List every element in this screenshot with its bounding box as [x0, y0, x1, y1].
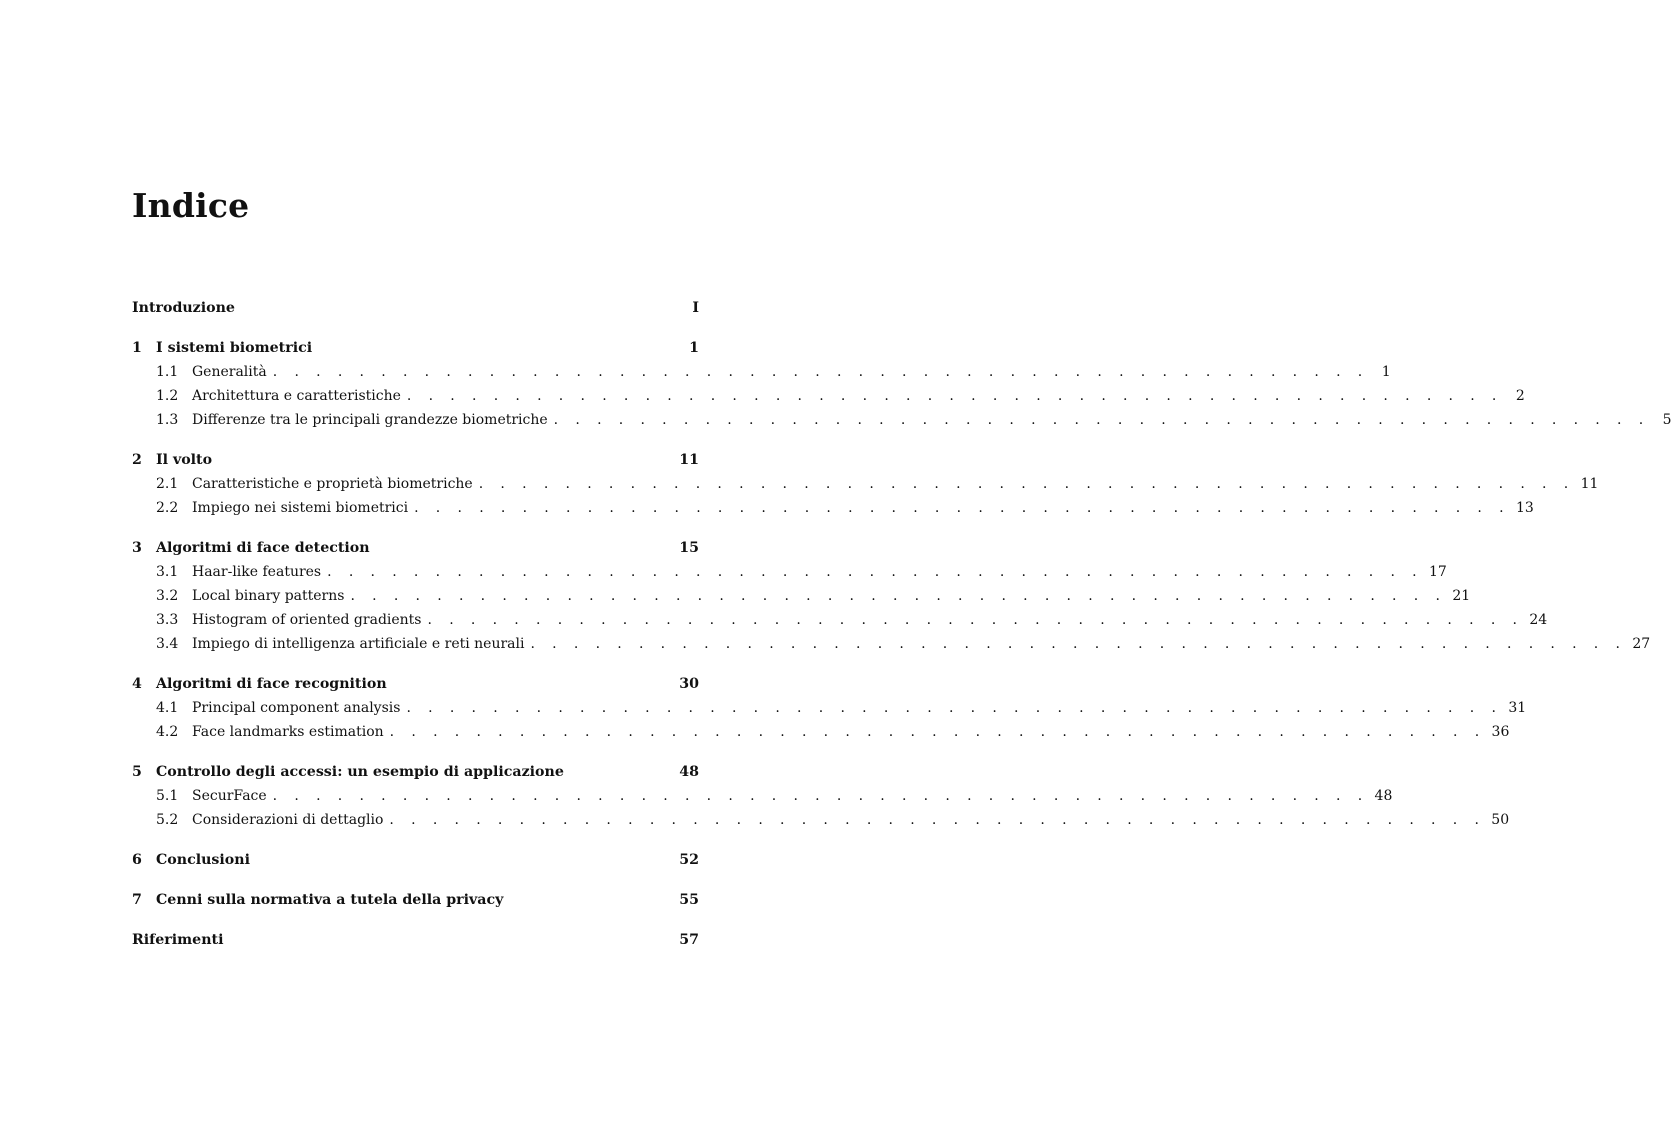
toc-section-4-2[interactable] [132, 720, 1510, 744]
toc-dot-leader: . . . . . . . . . . . . . . . . . . . . . . . . . . . . . . . . . . . . . . . . . . . . . . . . . . . [406, 388, 1503, 404]
toc-chapter-4[interactable] [132, 672, 699, 696]
toc-chapter-page: 30 [679, 676, 699, 692]
toc-section-title: Impiego nei sistemi biometrici [192, 500, 409, 516]
toc-chapter-page: 52 [679, 852, 699, 868]
toc-chapter-title: Controllo degli accessi: un esempio di applicazione [156, 764, 564, 780]
toc-section-3-4[interactable] [132, 632, 1651, 656]
toc-chapter-title: Cenni sulla normativa a tutela della privacy [156, 892, 504, 908]
toc-section-3-2[interactable] [132, 584, 1471, 608]
toc-section-number: 1.2 [156, 388, 179, 404]
toc-section-title: SecurFace [192, 788, 267, 804]
toc-section-page: 11 [1580, 476, 1599, 492]
toc-dot-leader: . . . . . . . . . . . . . . . . . . . . . . . . . . . . . . . . . . . . . . . . . . . . . . . . . . . [272, 364, 1369, 380]
toc-section-page: 5 [1662, 412, 1672, 428]
toc-section-page: 48 [1374, 788, 1393, 804]
toc-chapter-title: Algoritmi di face detection [156, 540, 370, 556]
toc-chapter-number: 7 [132, 892, 142, 908]
toc-dot-leader: . . . . . . . . . . . . . . . . . . . . . . . . . . . . . . . . . . . . . . . . . . . . . . . . . . . [478, 476, 1575, 492]
toc-chapter-page: 55 [679, 892, 699, 908]
toc-entry-page: I [692, 300, 699, 316]
toc-chapter-6[interactable] [132, 848, 699, 872]
toc-section-1-1[interactable] [132, 360, 1391, 384]
toc-section-number: 2.1 [156, 476, 179, 492]
toc-section-page: 2 [1515, 388, 1525, 404]
toc-section-title: Local binary patterns [192, 588, 345, 604]
toc-entry-title: Introduzione [132, 300, 235, 316]
toc-section-page: 17 [1429, 564, 1447, 580]
toc-chapter-3[interactable] [132, 536, 699, 560]
toc-section-number: 2.2 [156, 500, 179, 516]
toc-section-number: 1.3 [156, 412, 179, 428]
toc-chapter-title: Algoritmi di face recognition [156, 676, 387, 692]
toc-section-number: 3.4 [156, 636, 179, 652]
toc-dot-leader: . . . . . . . . . . . . . . . . . . . . . . . . . . . . . . . . . . . . . . . . . . . . . . . . . . . [427, 612, 1524, 628]
toc-section-number: 3.3 [156, 612, 179, 628]
toc-section-3-1[interactable] [132, 560, 1447, 584]
toc-entry-title: Riferimenti [132, 932, 224, 948]
toc-chapter-2[interactable] [132, 448, 699, 472]
toc-chapter-title: Il volto [156, 452, 213, 468]
toc-section-title: Face landmarks estimation [192, 724, 384, 740]
toc-section-number: 1.1 [156, 364, 179, 380]
toc-section-title: Histogram of oriented gradients [192, 612, 422, 628]
toc-dot-leader: . . . . . . . . . . . . . . . . . . . . . . . . . . . . . . . . . . . . . . . . . . . . . . . . . . . [350, 588, 1447, 604]
toc-section-page: 31 [1508, 700, 1527, 716]
toc-entry-page: 57 [679, 932, 699, 948]
toc-entry-introduction[interactable] [132, 296, 699, 320]
toc-section-5-2[interactable] [132, 808, 1510, 832]
toc-dot-leader: . . . . . . . . . . . . . . . . . . . . . . . . . . . . . . . . . . . . . . . . . . . . . . . . . . . [272, 788, 1369, 804]
toc-chapter-7[interactable] [132, 888, 699, 912]
toc-entry-references[interactable] [132, 928, 699, 952]
toc-section-5-1[interactable] [132, 784, 1393, 808]
toc-chapter-number: 6 [132, 852, 142, 868]
toc-chapter-page: 11 [679, 452, 699, 468]
toc-section-title: Differenze tra le principali grandezze biometriche [192, 412, 548, 428]
toc-section-page: 24 [1529, 612, 1548, 628]
toc-chapter-page: 15 [679, 540, 699, 556]
toc-dot-leader: . . . . . . . . . . . . . . . . . . . . . . . . . . . . . . . . . . . . . . . . . . . . . . . . . . . [414, 500, 1510, 516]
toc-section-number: 5.1 [156, 788, 179, 804]
toc-chapter-title: I sistemi biometrici [156, 340, 313, 356]
toc-section-page: 1 [1381, 364, 1391, 380]
toc-chapter-1[interactable] [132, 336, 699, 360]
table-of-contents [132, 296, 1672, 952]
toc-section-title: Haar-like features [192, 564, 322, 580]
toc-section-title: Generalità [192, 364, 267, 380]
toc-section-title: Caratteristiche e proprietà biometriche [192, 476, 473, 492]
toc-chapter-number: 5 [132, 764, 142, 780]
toc-chapter-page: 1 [689, 340, 699, 356]
toc-section-number: 4.1 [156, 700, 179, 716]
toc-chapter-page: 48 [679, 764, 699, 780]
toc-dot-leader: . . . . . . . . . . . . . . . . . . . . . . . . . . . . . . . . . . . . . . . . . . . . . . . . . . . [406, 700, 1503, 716]
toc-dot-leader: . . . . . . . . . . . . . . . . . . . . . . . . . . . . . . . . . . . . . . . . . . . . . . . . . . . [327, 564, 1423, 580]
page-title: Indice [132, 186, 250, 225]
toc-section-2-1[interactable] [132, 472, 1599, 496]
toc-dot-leader: . . . . . . . . . . . . . . . . . . . . . . . . . . . . . . . . . . . . . . . . . . . . . . . . . . . [553, 412, 1650, 428]
toc-section-page: 27 [1632, 636, 1651, 652]
toc-section-title: Principal component analysis [192, 700, 401, 716]
toc-section-page: 36 [1491, 724, 1510, 740]
toc-section-1-3[interactable] [132, 408, 1672, 432]
toc-chapter-number: 3 [132, 540, 142, 556]
toc-dot-leader: . . . . . . . . . . . . . . . . . . . . . . . . . . . . . . . . . . . . . . . . . . . . . . . . . . . [389, 812, 1486, 828]
toc-section-4-1[interactable] [132, 696, 1527, 720]
toc-section-title: Considerazioni di dettaglio [192, 812, 384, 828]
toc-chapter-5[interactable] [132, 760, 699, 784]
toc-chapter-number: 4 [132, 676, 142, 692]
toc-section-number: 5.2 [156, 812, 179, 828]
toc-dot-leader: . . . . . . . . . . . . . . . . . . . . . . . . . . . . . . . . . . . . . . . . . . . . . . . . . . . [389, 724, 1486, 740]
toc-section-page: 13 [1515, 500, 1534, 516]
toc-section-number: 3.2 [156, 588, 179, 604]
toc-section-page: 50 [1491, 812, 1510, 828]
toc-section-number: 3.1 [156, 564, 179, 580]
toc-section-1-2[interactable] [132, 384, 1525, 408]
toc-section-number: 4.2 [156, 724, 179, 740]
toc-chapter-title: Conclusioni [156, 852, 250, 868]
toc-chapter-number: 1 [132, 340, 142, 356]
toc-section-page: 21 [1452, 588, 1471, 604]
toc-section-title: Impiego di intelligenza artificiale e reti neurali [192, 636, 525, 652]
toc-section-3-3[interactable] [132, 608, 1548, 632]
toc-section-title: Architettura e caratteristiche [192, 388, 401, 404]
toc-dot-leader: . . . . . . . . . . . . . . . . . . . . . . . . . . . . . . . . . . . . . . . . . . . . . . . . . . . [530, 636, 1627, 652]
toc-section-2-2[interactable] [132, 496, 1534, 520]
toc-chapter-number: 2 [132, 452, 142, 468]
